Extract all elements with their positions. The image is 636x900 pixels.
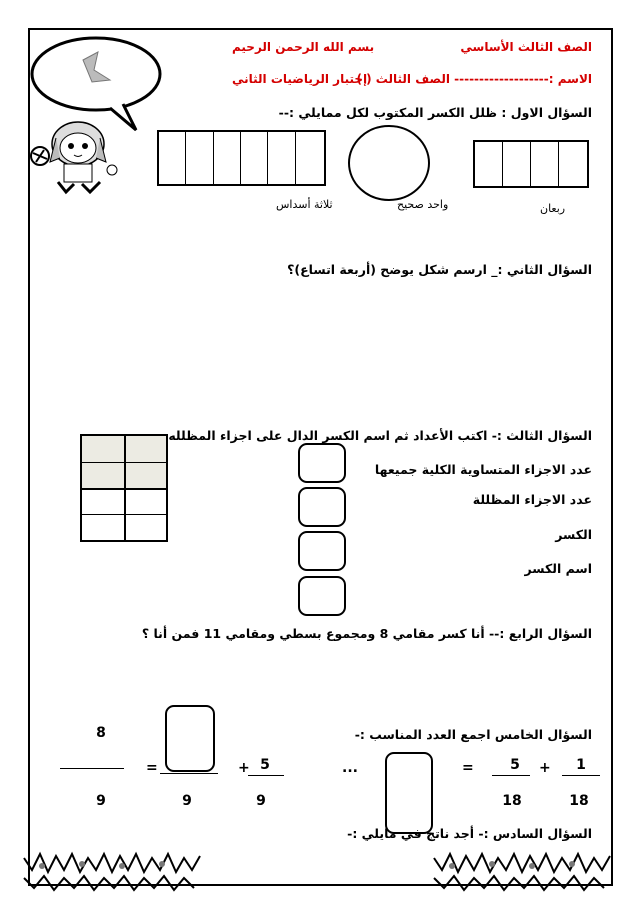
q5-right-numerator-2: 1 <box>576 757 586 773</box>
q5-left-plus: + <box>238 760 250 776</box>
q5-dots: ... <box>342 760 358 776</box>
q5-right-denominator-2: 18 <box>569 793 589 809</box>
q3-answer-box-total[interactable] <box>298 443 346 483</box>
q5-right-equals: = <box>462 760 474 776</box>
q3-prompt: السؤال الثالث :- اكتب الأعداد ثم اسم الكسر الدال على اجزاء المظلله <box>168 428 592 443</box>
q3-row-total-label: عدد الاجزاء المتساوية الكلية جميعها <box>374 462 592 477</box>
q5-left-equals: = <box>146 760 158 776</box>
q3-row-name-label: اسم الكسر <box>524 561 592 576</box>
q3-answer-box-shaded[interactable] <box>298 487 346 527</box>
q5-left-numerator: 8 <box>96 725 106 741</box>
girl-cartoon-icon <box>30 118 125 196</box>
grade-title: الصف الثالث الأساسي <box>460 40 592 54</box>
q6-prompt: السؤال السادس :- أجد ناتج في مايلي :- <box>347 826 592 841</box>
q5-third-denominator: 9 <box>256 793 266 809</box>
q3-answer-box-name[interactable] <box>298 576 346 616</box>
exam-title: إختبار الرياضيات الثاني <box>232 72 368 86</box>
q5-right-plus: + <box>539 760 551 776</box>
q5-box-fraction-bar <box>160 773 218 774</box>
q1-rect-sixths[interactable] <box>157 130 326 186</box>
q5-third-fraction-bar <box>248 775 284 776</box>
q5-right-answer-box[interactable] <box>385 752 433 834</box>
basmala: بسم الله الرحمن الرحيم <box>232 40 375 54</box>
name-line: الاسم :------------------- الصف الثالث ( ) <box>356 72 592 86</box>
q1-circle-whole[interactable] <box>347 124 431 202</box>
q3-row-shaded-label: عدد الاجزاء المظللة <box>472 492 592 507</box>
q3-shaded-grid <box>80 434 168 542</box>
border-pattern-icon <box>22 848 202 894</box>
q5-left-fraction-bar <box>60 768 124 769</box>
border-pattern-icon <box>432 848 612 894</box>
q5-right-fraction-bar-2 <box>562 775 600 776</box>
q5-box-denominator: 9 <box>182 793 192 809</box>
q5-right-numerator-1: 5 <box>510 757 520 773</box>
q3-answer-box-fraction[interactable] <box>298 531 346 571</box>
q5-left-answer-box[interactable] <box>165 705 215 772</box>
q1-label-quarters: ربعان <box>540 202 566 215</box>
q1-label-sixths: ثلاثة أسداس <box>276 198 333 211</box>
q2-prompt: السؤال الثاني :_ ارسم شكل يوضح (أربعة اتساع)؟ <box>287 262 592 277</box>
q5-prompt: السؤال الخامس اجمع العدد المناسب :- <box>354 727 592 742</box>
q1-prompt: السؤال الاول : ظلل الكسر المكتوب لكل ممايلي :-- <box>278 105 592 120</box>
q1-label-whole: واحد صحيح <box>397 198 449 211</box>
q5-right-denominator-1: 18 <box>502 793 522 809</box>
q4-prompt: السؤال الرابع :-- أنا كسر مقامي 8 ومجموع بسطي ومقامي 11 فمن أنا ؟ <box>141 626 592 641</box>
q5-right-fraction-bar-1 <box>492 775 530 776</box>
q1-rect-quarters[interactable] <box>473 140 589 188</box>
q5-third-numerator: 5 <box>260 757 270 773</box>
q3-row-fraction-label: الكسر <box>555 527 592 542</box>
q5-left-denominator: 9 <box>96 793 106 809</box>
